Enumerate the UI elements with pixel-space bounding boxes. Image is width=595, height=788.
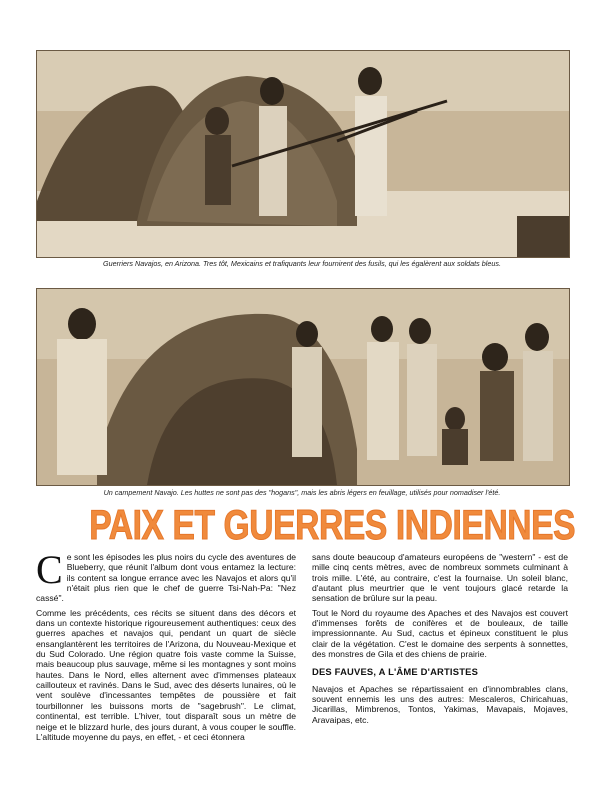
paragraph	[36, 547, 296, 604]
paragraph: Comme les précédents, ces récits se situent dans des décors et dans un contexte historique rigoureusement authentiques: ceux des guerres apaches et navajos qui, pendant un quart de siècle ensanglantèrent les territoires de l'Arizona, du Nouveau-Mexique et du Sud Colorado. Une région quatre fois vaste comme la Suisse, mais beaucoup plus sauvage, même si les montagnes y sont moins hautes. Dans le Nord, elles alternent avec d'immenses plateaux caillouteux et ravinés. Dans le Sud, avec des déserts lunaires, où le vent soulève d'incessantes tempêtes de poussière et fait tourbillonner les buissons morts de "sagebrush". Le climat, continental, est terrible. L'hiver, tout disparaît sous un mètre de neige et le blizzard hurle, des jours durant, à vous couper le souffle. L'altitude moyenne du pays, en effet, - et ceci étonnera	[36, 607, 296, 742]
paragraph: sans doute beaucoup d'amateurs européens de "western" - est de mille cinq cents mètres, avec de nombreux sommets culminant à trois mille. L'été, au contraire, c'est la fournaise. Un soleil blanc, d'autant plus meurtrier que le vent toujours glacé retarde la sensation de brûlure sur la peau.	[312, 552, 568, 604]
article-column-left	[36, 547, 296, 746]
paragraph: Navajos et Apaches se répartissaient en d'innombrables clans, souvent ennemis les uns des autres: Mescaleros, Chiricahuas, Jicarillas, Mimbrenos, Tontos, Yakimas, Mavapais, Mojaves, Aravaipas, etc.	[312, 683, 568, 725]
paragraph-text: e sont les épisodes les plus noirs du cycle des aventures de Blueberry, que réunit l'album dont vous entamez la lecture: ils content sa longue errance avec les Navajos et alors qu'il n'était plus rien que le chef de guerre Tsi-Nah-Pa: "Nez cassé".	[36, 552, 296, 604]
article-title: PAIX ET GUERRES INDIENNES	[89, 501, 576, 548]
photo-caption: Guerriers Navajos, en Arizona. Tres tôt, Mexicains et trafiquants leur fournirent des fusils, qui les égalèrent aux soldats bleus.	[103, 259, 501, 268]
photo-navajo-camp	[36, 288, 570, 486]
section-subheading: DES FAUVES, A L'ÂME D'ARTISTES	[312, 666, 479, 678]
photo-navajo-warriors	[36, 50, 570, 258]
photo-navajo-warriors-image	[37, 51, 569, 257]
photo-caption: Un campement Navajo. Les huttes ne sont pas des "hogans", mais les abris légers en feuillage, utilisés pour nomadiser l'été.	[103, 488, 501, 497]
drop-cap: C	[36, 547, 63, 592]
article-column-right	[312, 552, 568, 729]
photo-navajo-camp-image	[37, 289, 569, 485]
paragraph: Tout le Nord du royaume des Apaches et des Navajos est couvert d'immenses forêts de conifères et de bouleaux, de taille impressionnante. Au Sud, cactus et épineux constituent le plus clair de la végétation. C'est le domaine des serpents à sonnettes, des monstres de Gila et des chiens de prairie.	[312, 607, 568, 660]
